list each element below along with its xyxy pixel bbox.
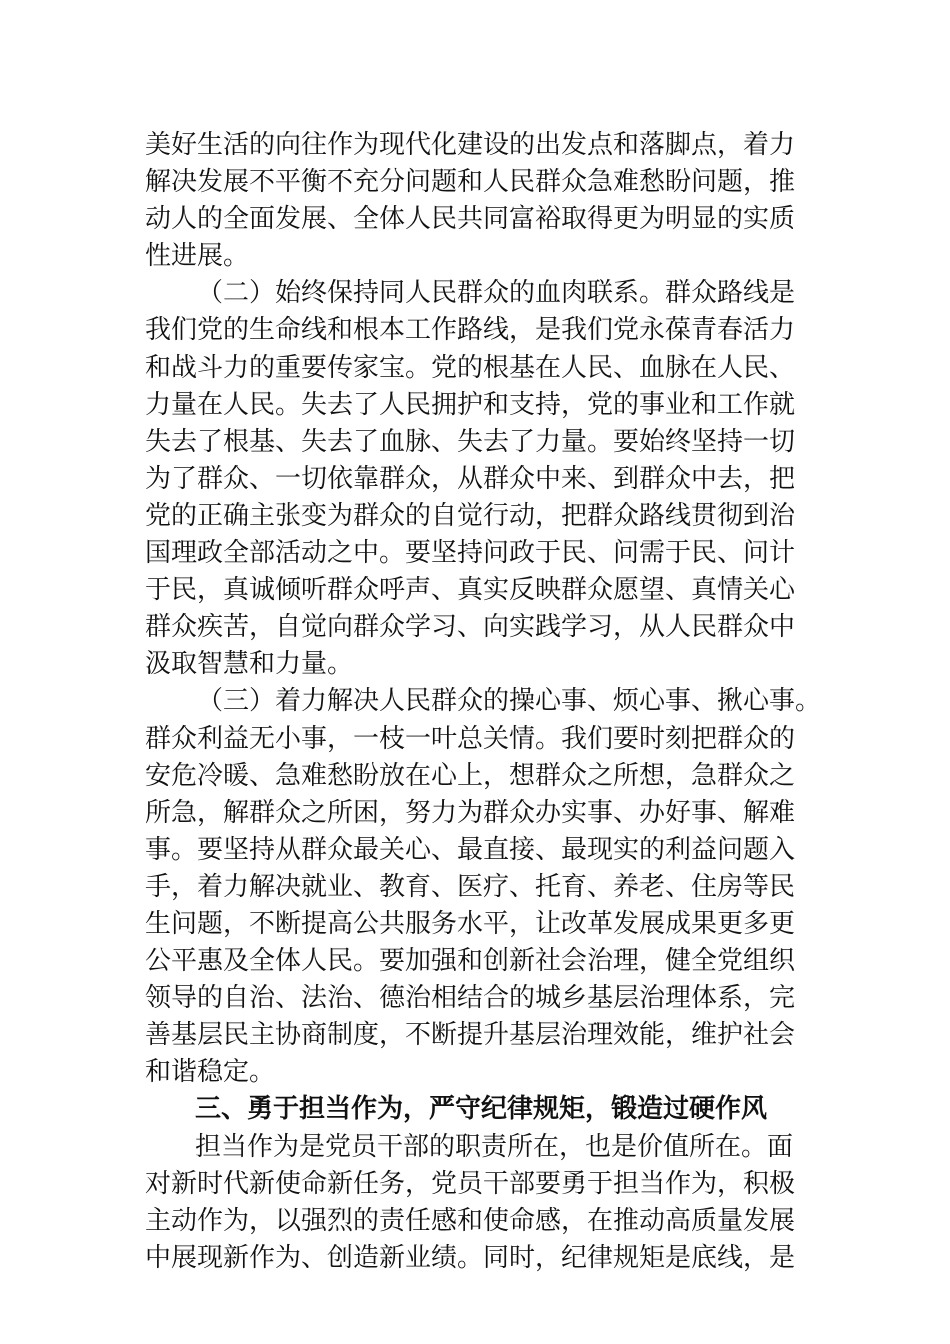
text-line: 解决发展不平衡不充分问题和人民群众急难愁盼问题，推 — [145, 167, 796, 198]
text-line: 汲取智慧和力量。 — [145, 649, 354, 680]
text-line: 手，着力解决就业、教育、医疗、托育、养老、住房等民 — [145, 871, 796, 902]
text-line: 失去了根基、失去了血脉、失去了力量。要始终坚持一切 — [145, 426, 796, 457]
text-line: 我们党的生命线和根本工作路线，是我们党永葆青春活力 — [145, 315, 796, 346]
section-heading: 三、勇于担当作为，严守纪律规矩，锻造过硬作风 — [195, 1094, 768, 1125]
text-line: 动人的全面发展、全体人民共同富裕取得更为明显的实质 — [145, 204, 796, 235]
text-line: 领导的自治、法治、德治相结合的城乡基层治理体系，完 — [145, 983, 796, 1014]
body-text — [145, 127, 825, 1277]
text-line: 为了群众、一切依靠群众，从群众中来、到群众中去，把 — [145, 463, 796, 494]
text-line: 生问题，不断提高公共服务水平，让改革发展成果更多更 — [145, 908, 796, 939]
text-line: 和战斗力的重要传家宝。党的根基在人民、血脉在人民、 — [145, 352, 796, 383]
text-line: 主动作为，以强烈的责任感和使命感，在推动高质量发展 — [145, 1205, 796, 1236]
text-line: 担当作为是党员干部的职责所在，也是价值所在。面 — [195, 1131, 794, 1162]
text-line: 所急，解群众之所困，努力为群众办实事、办好事、解难 — [145, 797, 796, 828]
text-line: 党的正确主张变为群众的自觉行动，把群众路线贯彻到治 — [145, 500, 796, 531]
text-line: 群众疾苦，自觉向群众学习、向实践学习，从人民群众中 — [145, 612, 796, 643]
subsection-heading-line: （三）着力解决人民群众的操心事、烦心事、揪心事。 — [197, 686, 822, 717]
text-line: 中展现新作为、创造新业绩。同时，纪律规矩是底线，是 — [145, 1242, 796, 1273]
text-line: 于民，真诚倾听群众呼声、真实反映群众愿望、真情关心 — [145, 575, 796, 606]
subsection-heading-line: （二）始终保持同人民群众的血肉联系。群众路线是 — [197, 278, 796, 309]
text-line: 美好生活的向往作为现代化建设的出发点和落脚点，着力 — [145, 130, 796, 160]
text-line: 善基层民主协商制度，不断提升基层治理效能，维护社会 — [145, 1020, 796, 1051]
text-line: 公平惠及全体人民。要加强和创新社会治理，健全党组织 — [145, 946, 796, 977]
text-line: 力量在人民。失去了人民拥护和支持，党的事业和工作就 — [145, 389, 796, 420]
text-line: 安危冷暖、急难愁盼放在心上，想群众之所想，急群众之 — [145, 760, 796, 791]
text-line: 群众利益无小事，一枝一叶总关情。我们要时刻把群众的 — [145, 723, 796, 754]
text-line: 对新时代新使命新任务，党员干部要勇于担当作为，积极 — [145, 1168, 796, 1199]
text-line: 事。要坚持从群众最关心、最直接、最现实的利益问题入 — [145, 834, 796, 865]
text-line: 和谐稳定。 — [145, 1057, 276, 1088]
text-line: 性进展。 — [145, 241, 250, 272]
text-line: 国理政全部活动之中。要坚持问政于民、问需于民、问计 — [145, 538, 796, 569]
